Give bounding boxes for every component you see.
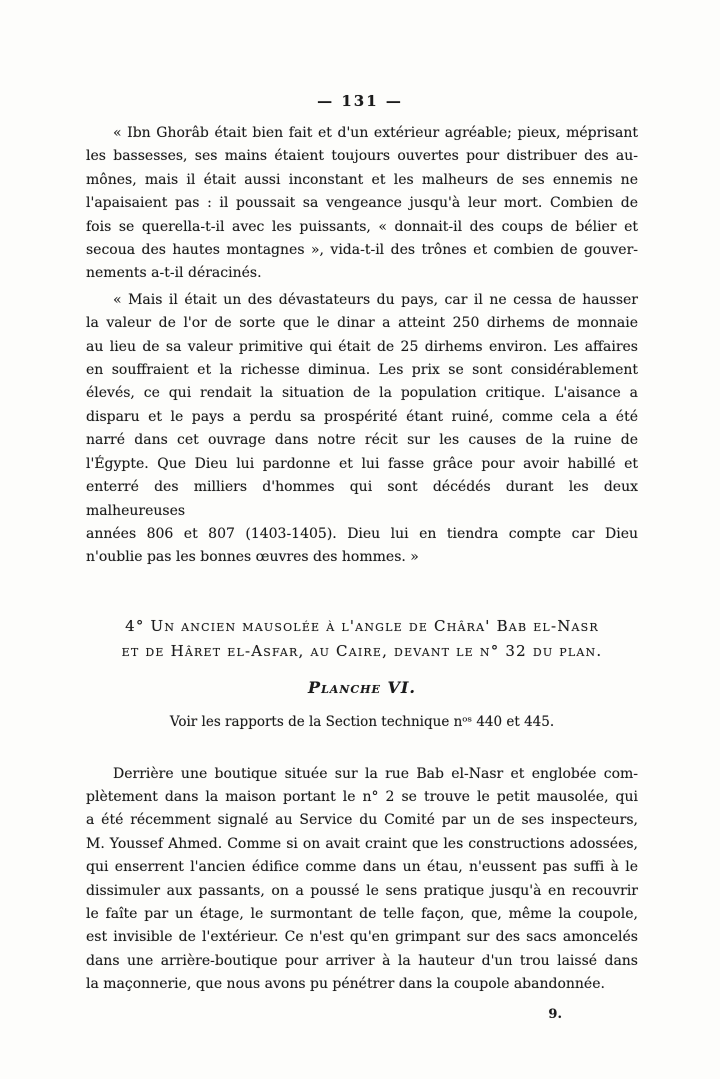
text-line: les bassesses, ses mains étaient toujours ouvertes pour distribuer des au- <box>86 148 638 165</box>
text-line: le faîte par un étage, le surmontant de telle façon, que, même la coupole, <box>86 905 638 922</box>
text-line: 4° Un ancien mausolée à l'angle de Châra' Bab el-Nasr <box>125 616 599 635</box>
text-line: au lieu de sa valeur primitive qui était de 25 dirhems environ. Les affaires <box>86 338 638 355</box>
text-line: secoua des hautes montagnes », vida-t-il des trônes et combien de gouver- <box>86 242 638 259</box>
text-line: mônes, mais il était aussi inconstant et les malheurs de ses ennemis ne <box>86 171 638 188</box>
text-line: « Ibn Ghorâb était bien fait et d'un extérieur agréable; pieux, méprisant <box>113 125 638 141</box>
text-line: la valeur de l'or de sorte que le dinar a atteint 250 dirhems de monnaie <box>86 315 638 332</box>
paragraph-ibn-ghorab-character <box>86 122 638 286</box>
text-line: qui enserrent l'ancien édifice comme dans un étau, n'eussent pas suffi à le <box>86 859 638 876</box>
text-line: élevés, ce qui rendait la situation de la population critique. L'aisance a <box>86 385 638 402</box>
text-line: dissimuler aux passants, on a poussé le sens pratique jusqu'à en recouvrir <box>86 882 638 899</box>
text-line: Derrière une boutique située sur la rue Bab el-Nasr et englobée com- <box>113 765 638 782</box>
text-line: nements a-t-il déracinés. <box>86 265 262 282</box>
text-line: et de Hâret el-Asfar, au Caire, devant le n° 32 du plan. <box>121 641 603 660</box>
signature-mark: 9. <box>548 1006 562 1022</box>
text-line: l'Égypte. Que Dieu lui pardonne et lui fasse grâce pour avoir habillé et <box>86 455 638 472</box>
text-line: l'apaisaient pas : il poussait sa vengeance jusqu'à leur mort. Combien de <box>86 195 638 212</box>
text-line: « Mais il était un des dévastateurs du pays, car il ne cessa de hausser <box>113 291 638 308</box>
page-number: — 131 — <box>317 92 403 110</box>
technical-section-note: Voir les rapports de la Section technique nᵒˢ 440 et 445. <box>169 714 555 731</box>
text-line: fois se querella-t-il avec les puissants, « donnait-il des coups de bélier et <box>86 218 638 235</box>
text-line: dans une arrière-boutique pour arriver à la hauteur d'un trou laissé dans <box>86 952 638 969</box>
paragraph-mausoleum-description <box>86 763 638 997</box>
plate-reference: Planche VI. <box>308 677 416 697</box>
text-line: n'oublie pas les bonnes œuvres des hommes. » <box>86 549 419 566</box>
text-line: années 806 et 807 (1403-1405). Dieu lui en tiendra compte car Dieu <box>86 525 638 542</box>
text-line: plètement dans la maison portant le n° 2 se trouve le petit mausolée, qui <box>86 788 638 805</box>
text-line: a été récemment signalé au Service du Comité par un de ses inspecteurs, <box>86 812 638 829</box>
text-line: est invisible de l'extérieur. Ce n'est qu'en grimpant sur des sacs amoncelés <box>86 929 638 946</box>
text-line: la maçonnerie, que nous avons pu pénétrer dans la coupole abandonnée. <box>86 976 605 993</box>
paragraph-ibn-ghorab-devastation <box>86 289 638 570</box>
text-line: enterré des milliers d'hommes qui sont décédés durant les deux malheureuses <box>86 479 638 519</box>
section-heading-mausoleum <box>86 614 638 664</box>
text-line: en souffraient et la richesse diminua. Les prix se sont considérablement <box>86 362 638 379</box>
text-line: disparu et le pays a perdu sa prospérité étant ruiné, comme cela a été <box>86 408 638 425</box>
text-line: narré dans cet ouvrage dans notre récit sur les causes de la ruine de <box>86 432 638 449</box>
text-line: M. Youssef Ahmed. Comme si on avait craint que les constructions adossées, <box>86 835 638 852</box>
text-block <box>86 122 638 1026</box>
